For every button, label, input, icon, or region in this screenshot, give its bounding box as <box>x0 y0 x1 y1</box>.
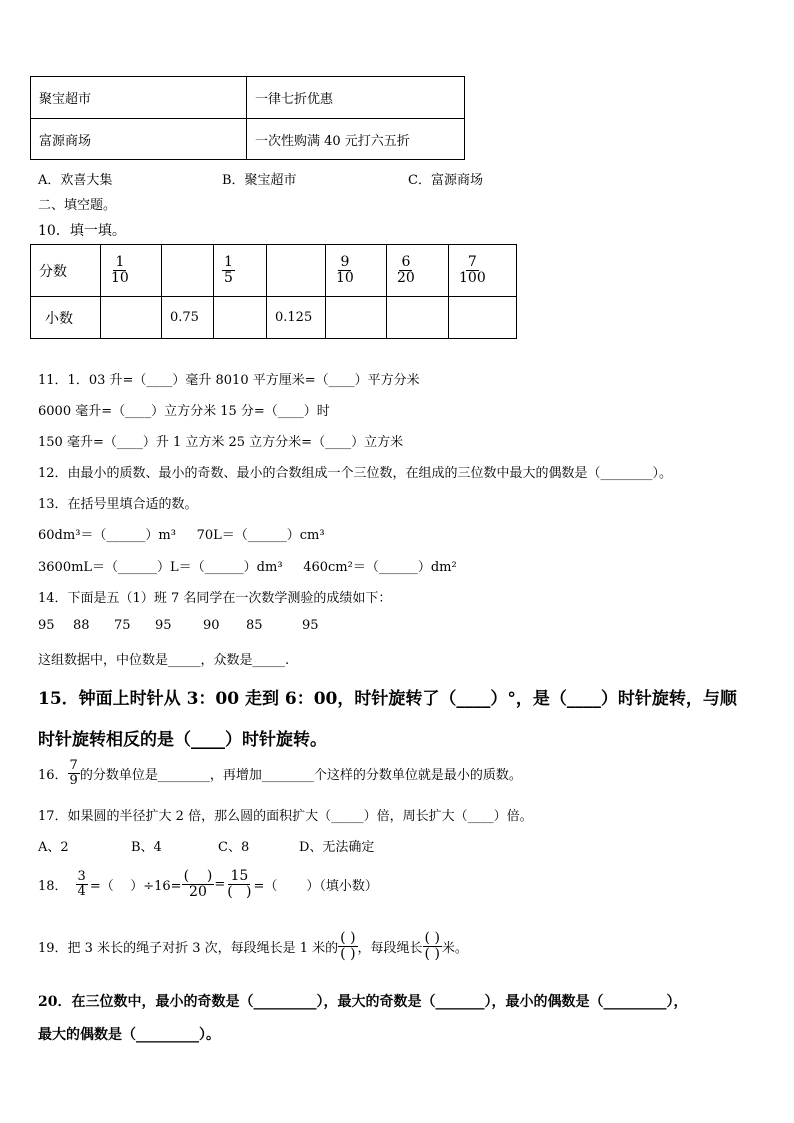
fraction-cell: $\frac{6}{20}$ <box>387 245 449 297</box>
fraction-cell <box>162 245 214 297</box>
q16-fraction: $\frac{7}{9}$ <box>69 758 78 788</box>
q18-suffix: =（ ）（填小数） <box>253 878 378 894</box>
score: 90 <box>203 618 220 633</box>
q12: 12．由最小的质数、最小的奇数、最小的合数组成一个三位数，在组成的三位数中最大的偶数是（________）。 <box>38 466 673 481</box>
q15-line-2: 时针旋转相反的是（____）时针旋转。 <box>38 730 327 750</box>
q9-option-b: B．聚宝超市 <box>222 173 297 188</box>
q19-text-3: 米。 <box>441 940 468 956</box>
q18 <box>38 869 378 899</box>
q17-text: 17．如果圆的半径扩大 2 倍，那么圆的面积扩大（_____）倍，周长扩大（____）倍。 <box>38 809 533 824</box>
q16-prefix: 16． <box>38 767 68 783</box>
fraction-cell: $\frac{1}{10}$ <box>101 245 162 297</box>
q11-line-3: 150 毫升=（____）升 1 立方米 25 立方分米=（____）立方米 <box>38 435 404 450</box>
fraction-cell: $\frac{1}{5}$ <box>214 245 267 297</box>
q18-eq: = <box>214 876 226 892</box>
q19-text-1: 19．把 3 米长的绳子对折 3 次，每段绳长是 1 米的 <box>38 940 339 956</box>
q17-option-c: C、8 <box>218 840 250 855</box>
score: 75 <box>114 618 131 633</box>
q17-option-b: B、4 <box>131 840 162 855</box>
q14-title: 14．下面是五（1）班 7 名同学在一次数学测验的成绩如下： <box>38 591 392 606</box>
q10-title: 10．填一填。 <box>38 223 126 239</box>
score: 95 <box>302 618 319 633</box>
decimal-cell: 0.125 <box>267 297 326 339</box>
score: 85 <box>246 618 263 633</box>
row-label: 小数 <box>31 297 101 339</box>
q18-prefix: 18． <box>38 878 68 894</box>
table-cell: 富源商场 <box>31 119 247 160</box>
decimal-cell <box>326 297 387 339</box>
q16 <box>38 759 522 787</box>
decimal-cell <box>449 297 517 339</box>
table-cell: 聚宝超市 <box>31 77 247 119</box>
section-heading: 二、填空题。 <box>38 198 117 213</box>
fraction-decimal-table <box>30 244 517 339</box>
q17-option-d: D、无法确定 <box>299 840 375 855</box>
q19-blank-fraction-1: $\frac{( )}{( )}$ <box>340 930 356 962</box>
fraction-cell <box>267 245 326 297</box>
q18-fraction-2: $\frac{( )}{20}$ <box>183 868 213 900</box>
table-cell: 一律七折优惠 <box>247 77 465 119</box>
score: 95 <box>38 618 55 633</box>
discount-table <box>30 76 465 160</box>
q19-text-2: ，每段绳长 <box>357 940 423 956</box>
q17-option-a: A、2 <box>38 840 69 855</box>
decimal-cell <box>214 297 267 339</box>
fraction-cell: $\frac{9}{10}$ <box>326 245 387 297</box>
q18-mid: =（ ）÷16= <box>89 878 182 894</box>
q11-line-2: 6000 毫升=（____）立方分米 15 分=（____）时 <box>38 404 330 419</box>
score: 88 <box>73 618 90 633</box>
decimal-cell: 0.75 <box>162 297 214 339</box>
q13-title: 13．在括号里填合适的数。 <box>38 497 198 512</box>
q9-option-a: A．欢喜大集 <box>38 173 113 188</box>
q11-line-1: 11．1．03 升=（____）毫升 8010 平方厘米=（____）平方分米 <box>38 373 420 388</box>
fraction-cell: $\frac{7}{100}$ <box>449 245 517 297</box>
q14-question: 这组数据中，中位数是_____，众数是_____. <box>38 653 290 668</box>
q13-line-2: 3600mL＝（______）L＝（______）dm³ 460cm²＝（______）dm² <box>38 560 457 575</box>
decimal-cell <box>387 297 449 339</box>
q13-line-1: 60dm³＝（______）m³ 70L＝（______）cm³ <box>38 528 325 543</box>
decimal-cell <box>101 297 162 339</box>
q16-text: 的分数单位是________，再增加________个这样的分数单位就是最小的质数。 <box>79 767 522 783</box>
q18-fraction-3: $\frac{15}{( )}$ <box>227 868 252 900</box>
table-cell: 一次性购满 40 元打六五折 <box>247 119 465 160</box>
q20-line-2: 最大的偶数是（_________）。 <box>38 1027 220 1043</box>
q19-blank-fraction-2: $\frac{( )}{( )}$ <box>424 930 440 962</box>
q15-line-1: 15．钟面上时针从 3：00 走到 6：00，时针旋转了（____）°，是（____）时针旋转，与顺 <box>38 689 737 709</box>
row-label: 分数 <box>31 245 101 297</box>
q19 <box>38 931 468 961</box>
q18-fraction-1: $\frac{3}{4}$ <box>77 869 86 899</box>
q9-option-c: C．富源商场 <box>408 173 483 188</box>
q20-line-1: 20．在三位数中，最小的奇数是（_________），最大的奇数是（_______），最小的偶数是（_________）， <box>38 994 688 1010</box>
score: 95 <box>155 618 172 633</box>
